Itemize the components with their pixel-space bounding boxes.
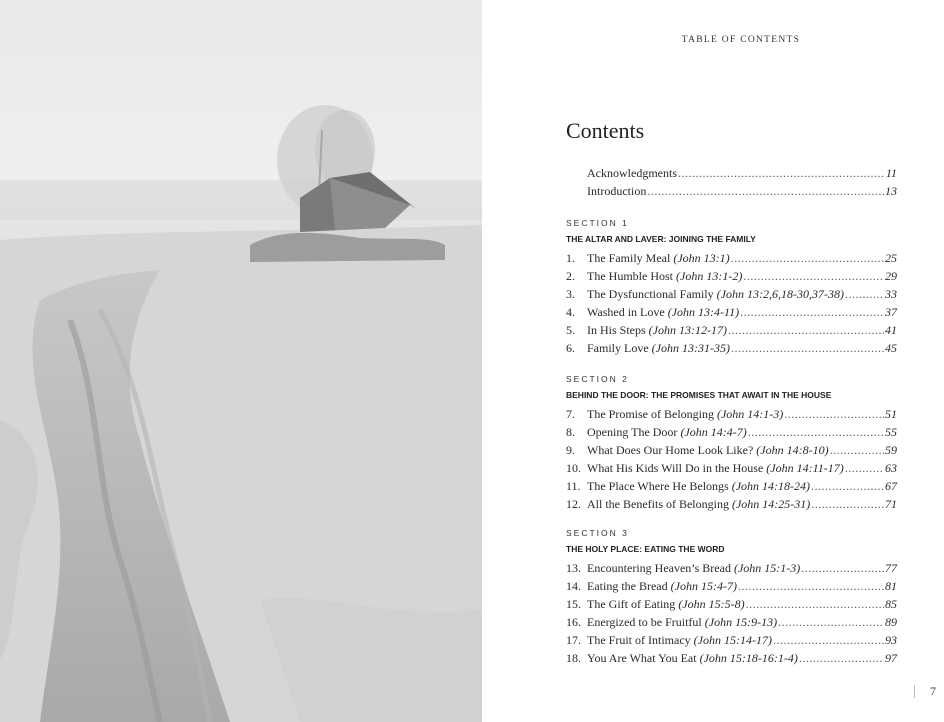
toc-entry[interactable] <box>566 164 897 182</box>
chapter-page: 81 <box>885 579 897 593</box>
chapter-ref: (John 13:1-2) <box>676 269 743 283</box>
chapter-number: 8. <box>566 425 575 439</box>
toc-entry[interactable] <box>566 459 897 477</box>
chapter-ref: (John 13:12-17) <box>648 323 727 337</box>
toc-page <box>482 0 944 722</box>
toc-entry[interactable] <box>566 249 897 267</box>
chapter-page: 71 <box>885 497 897 511</box>
chapter-title: All the Benefits of Belonging <box>587 497 729 511</box>
chapter-number: 1. <box>566 251 575 265</box>
toc-entry[interactable] <box>566 559 897 577</box>
toc-entry[interactable] <box>566 267 897 285</box>
chapter-title: You Are What You Eat <box>587 651 697 665</box>
section-label: SECTION 2 <box>566 374 629 384</box>
chapter-ref: (John 15:14-17) <box>693 633 772 647</box>
chapter-page: 51 <box>885 407 897 421</box>
dot-leader <box>738 577 884 595</box>
chapter-page: 45 <box>885 341 897 355</box>
chapter-page: 29 <box>885 269 897 283</box>
chapter-title: Encountering Heaven’s Bread <box>587 561 731 575</box>
front-matter-list <box>566 164 897 200</box>
chapter-number: 10. <box>566 461 581 475</box>
chapter-title: The Dysfunctional Family <box>587 287 714 301</box>
toc-entry[interactable] <box>566 285 897 303</box>
chapter-title: The Gift of Eating <box>587 597 676 611</box>
chapter-ref: (John 14:4-7) <box>680 425 747 439</box>
chapter-title: Opening The Door <box>587 425 678 439</box>
section-title: BEHIND THE DOOR: THE PROMISES THAT AWAIT IN THE HOUSE <box>566 390 832 400</box>
dot-leader <box>740 303 884 321</box>
chapter-number: 15. <box>566 597 581 611</box>
toc-entry[interactable] <box>566 405 897 423</box>
toc-entry[interactable] <box>566 577 897 595</box>
section-title: THE HOLY PLACE: EATING THE WORD <box>566 544 725 554</box>
dot-leader <box>778 613 884 631</box>
chapter-ref: (John 13:31-35) <box>651 341 730 355</box>
dot-leader <box>773 631 884 649</box>
chapter-title: Energized to be Fruitful <box>587 615 702 629</box>
chapter-ref: (John 13:1) <box>673 251 730 265</box>
chapter-ref: (John 15:1-3) <box>733 561 801 575</box>
dot-leader <box>731 249 884 267</box>
section-label: SECTION 1 <box>566 218 629 228</box>
chapter-page: 89 <box>885 615 897 629</box>
chapter-ref: (John 15:9-13) <box>704 615 778 629</box>
chapter-ref: (John 15:4-7) <box>670 579 737 593</box>
chapter-number: 18. <box>566 651 581 665</box>
chapter-ref: (John 13:4-11) <box>667 305 740 319</box>
entry-page: 11 <box>885 166 897 180</box>
page-title: Contents <box>566 118 645 143</box>
chapter-ref: (John 15:5-8) <box>678 597 745 611</box>
chapter-number: 9. <box>566 443 575 457</box>
dot-leader <box>748 423 884 441</box>
chapter-number: 6. <box>566 341 575 355</box>
chapter-title: The Family Meal <box>587 251 671 265</box>
toc-entry[interactable] <box>566 649 897 667</box>
toc-entry[interactable] <box>566 477 897 495</box>
dot-leader <box>811 495 884 513</box>
chapter-number: 2. <box>566 269 575 283</box>
chapter-title: What Does Our Home Look Like? <box>587 443 754 457</box>
section-title: THE ALTAR AND LAVER: JOINING THE FAMILY <box>566 234 756 244</box>
chapter-page: 67 <box>885 479 897 493</box>
chapter-title: What His Kids Will Do in the House <box>587 461 764 475</box>
toc-entry[interactable] <box>566 303 897 321</box>
chapter-number: 5. <box>566 323 575 337</box>
chapter-page: 25 <box>885 251 897 265</box>
chapter-number: 16. <box>566 615 581 629</box>
dot-leader <box>647 182 884 200</box>
chapter-number: 13. <box>566 561 581 575</box>
entry-title: Acknowledgments <box>587 166 677 180</box>
dot-leader <box>728 321 884 339</box>
dot-leader <box>811 477 884 495</box>
toc-entry[interactable] <box>566 595 897 613</box>
toc-entry[interactable] <box>566 182 897 200</box>
chapter-page: 77 <box>885 561 897 575</box>
page-number: 7 <box>930 684 936 698</box>
dot-leader <box>845 285 884 303</box>
toc-entry[interactable] <box>566 495 897 513</box>
toc-entry[interactable] <box>566 631 897 649</box>
section-1 <box>566 215 897 357</box>
chapter-ref: (John 15:18-16:1-4) <box>699 651 798 665</box>
chapter-page: 97 <box>885 651 897 665</box>
running-head: TABLE OF CONTENTS <box>681 35 801 45</box>
chapter-title: Washed in Love <box>587 305 665 319</box>
chapter-ref: (John 14:8-10) <box>756 443 829 457</box>
dot-leader <box>830 441 884 459</box>
chapter-page: 59 <box>885 443 897 457</box>
chapter-number: 7. <box>566 407 575 421</box>
chapter-title: Eating the Bread <box>587 579 668 593</box>
chapter-ref: (John 14:25-31) <box>731 497 811 511</box>
chapter-number: 4. <box>566 305 575 319</box>
chapter-number: 11. <box>566 479 581 493</box>
chapter-number: 12. <box>566 497 581 511</box>
chapter-title: The Fruit of Intimacy <box>587 633 691 647</box>
chapter-page: 85 <box>885 597 897 611</box>
chapter-page: 93 <box>885 633 897 647</box>
chapter-title: The Place Where He Belongs <box>587 479 729 493</box>
chapter-title: Family Love <box>587 341 649 355</box>
chapter-ref: (John 14:18-24) <box>731 479 811 493</box>
chapter-ref: (John 14:1-3) <box>716 407 784 421</box>
dot-leader <box>743 267 884 285</box>
section-label: SECTION 3 <box>566 528 629 538</box>
chapter-title: In His Steps <box>587 323 646 337</box>
chapter-page: 63 <box>885 461 897 475</box>
chapter-page: 41 <box>885 323 897 337</box>
dot-leader <box>678 164 885 182</box>
chapter-title: The Humble Host <box>587 269 673 283</box>
dot-leader <box>801 559 884 577</box>
chapter-page: 33 <box>885 287 897 301</box>
chapter-title: The Promise of Belonging <box>587 407 714 421</box>
dot-leader <box>845 459 884 477</box>
chapter-ref: (John 14:11-17) <box>766 461 844 475</box>
dot-leader <box>784 405 884 423</box>
dot-leader <box>799 649 884 667</box>
toc-entry[interactable] <box>566 441 897 459</box>
chapter-ref: (John 13:2,6,18-30,37-38) <box>716 287 844 301</box>
toc-entry[interactable] <box>566 321 897 339</box>
toc-entry[interactable] <box>566 613 897 631</box>
toc-entry[interactable] <box>566 423 897 441</box>
section-2 <box>566 371 897 513</box>
chapter-page: 37 <box>885 305 897 319</box>
toc-entry[interactable] <box>566 339 897 357</box>
footer-divider <box>914 685 915 698</box>
dot-leader <box>731 339 884 357</box>
entry-title: Introduction <box>587 184 647 198</box>
chapter-number: 17. <box>566 633 581 647</box>
section-3 <box>566 525 897 667</box>
chapter-page: 55 <box>885 425 897 439</box>
chapter-number: 14. <box>566 579 581 593</box>
dot-leader <box>746 595 884 613</box>
chapter-number: 3. <box>566 287 575 301</box>
entry-page: 13 <box>885 184 897 198</box>
